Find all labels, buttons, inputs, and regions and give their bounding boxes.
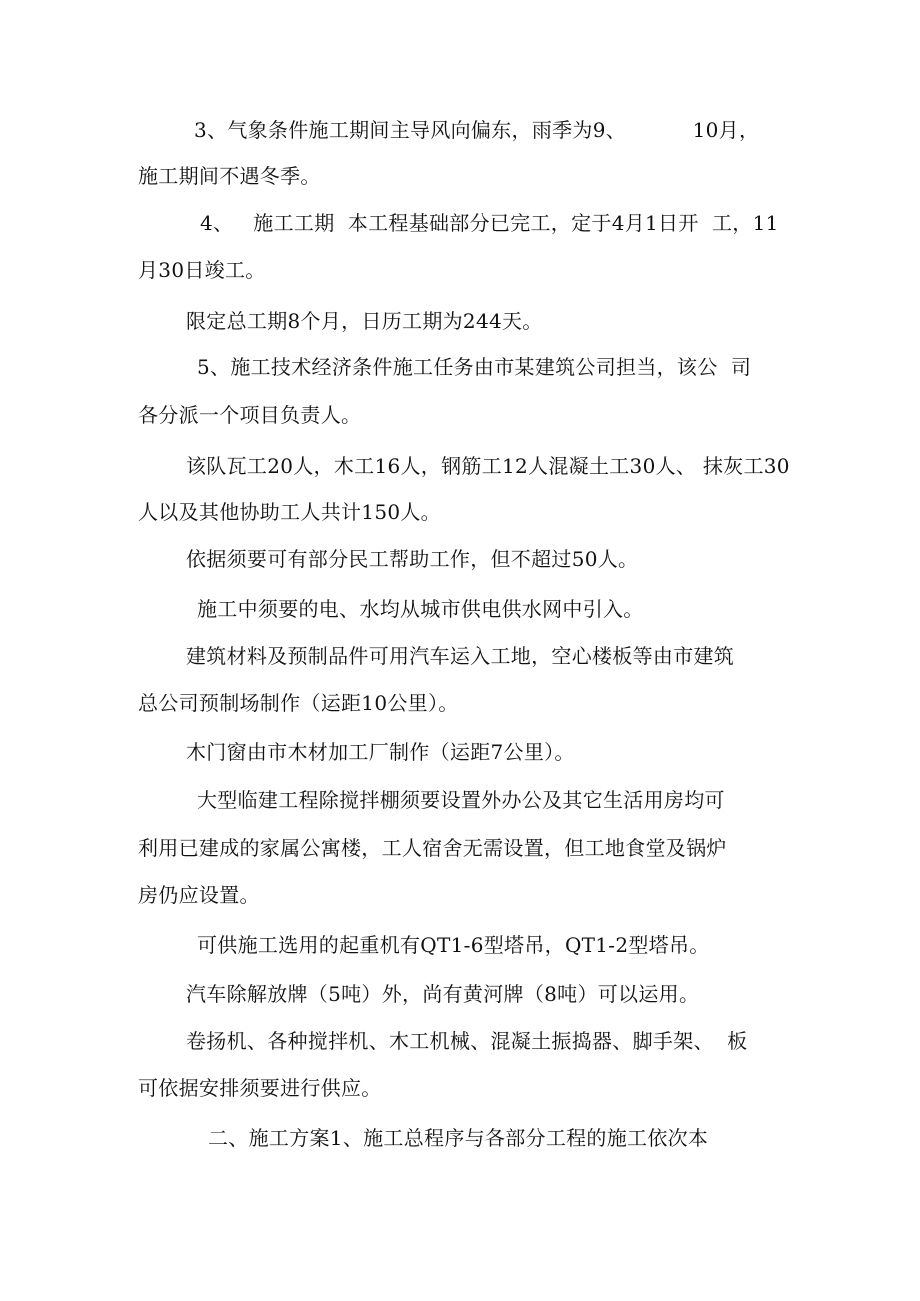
text-line: 施工期间不遇冬季。: [138, 164, 321, 188]
text-line: 汽车除解放牌（5吨）外，尚有黄河牌（8吨）可以运用。: [186, 982, 700, 1006]
text-line: 4、 施工工期 本工程基础部分已完工，定于4月1日开 工，11: [200, 211, 779, 235]
text-line: 房仍应设置。: [138, 883, 260, 907]
text-line: 人以及其他协助工人共计150人。: [138, 500, 441, 524]
text-line: 二、施工方案1、施工总程序与各部分工程的施工依次本: [208, 1126, 709, 1150]
text-line: 该队瓦工20人，木工16人，钢筋工12人混凝土工30人、 抹灰工30: [186, 454, 790, 478]
text-line: 利用已建成的家属公寓楼，工人宿舍无需设置，但工地食堂及锅炉: [138, 836, 727, 860]
text-line: 施工中须要的电、水均从城市供电供水网中引入。: [197, 597, 644, 621]
text-line: 可供施工选用的起重机有QT1-6型塔吊，QT1-2型塔吊。: [197, 933, 710, 957]
text-line: 依据须要可有部分民工帮助工作，但不超过50人。: [186, 547, 639, 571]
text-line: 木门窗由市木材加工厂制作（运距7公里）。: [186, 740, 575, 764]
text-line: 卷扬机、各种搅拌机、木工机械、混凝土振捣器、脚手架、 板: [186, 1029, 748, 1053]
text-line: 3、气象条件施工期间主导风向偏东，雨季为9、 10月，: [194, 118, 760, 142]
text-line: 建筑材料及预制品件可用汽车运入工地，空心楼板等由市建筑: [186, 644, 735, 668]
text-line: 月30日竣工。: [138, 258, 266, 282]
text-line: 总公司预制场制作（运距10公里）。: [138, 691, 459, 715]
text-line: 限定总工期8个月，日历工期为244天。: [186, 309, 543, 333]
text-line: 大型临建工程除搅拌棚须要设置外办公及其它生活用房均可: [197, 788, 725, 812]
text-line: 5、施工技术经济条件施工任务由市某建筑公司担当，该公 司: [197, 355, 752, 379]
text-line: 可依据安排须要进行供应。: [138, 1076, 382, 1100]
text-line: 各分派一个项目负责人。: [138, 403, 362, 427]
